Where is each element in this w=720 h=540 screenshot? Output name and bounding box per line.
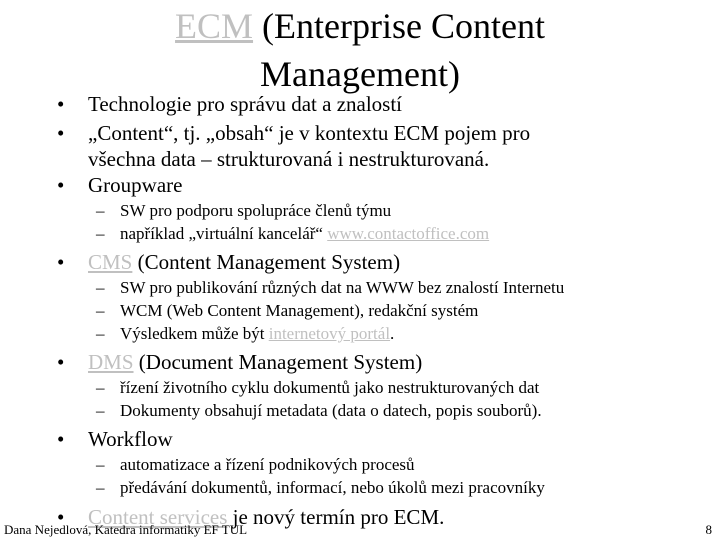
sub-bullet-text: SW pro publikování různých dat na WWW bez znalostí Internetu	[120, 278, 565, 297]
bullet-text-part: (Document Management System)	[133, 350, 423, 374]
dash-mark: –	[96, 301, 105, 320]
slide-title	[60, 2, 660, 98]
contactoffice-link[interactable]: www.contactoffice.com	[327, 224, 490, 243]
sub-bullet-item	[96, 223, 696, 245]
page-number: 8	[705, 522, 712, 537]
sub-bullet-text: řízení životního cyklu dokumentů jako nestrukturovaných dat	[120, 378, 540, 397]
sub-bullet-text-end: .	[390, 324, 395, 343]
sub-bullet-item	[96, 323, 696, 345]
ecm-link[interactable]: ECM	[175, 6, 254, 46]
bullet-mark: •	[57, 121, 65, 145]
bullet-item	[57, 172, 700, 198]
dash-mark: –	[96, 401, 105, 420]
bullet-text-part: (Content Management System)	[132, 250, 401, 274]
sub-bullet-text-part: Výsledkem může být	[120, 324, 269, 343]
dash-mark: –	[96, 278, 105, 297]
sub-bullet-text: WCM (Web Content Management), redakční systém	[120, 301, 479, 320]
sub-bullet-item	[96, 377, 696, 399]
sub-bullet-item	[96, 477, 696, 499]
bullet-text: „Content“, tj. „obsah“ je v kontextu ECM pojem pro	[88, 121, 531, 145]
sub-bullet-text: předávání dokumentů, informací, nebo úkolů mezi pracovníky	[120, 478, 545, 497]
dash-mark: –	[96, 378, 105, 397]
sub-bullet-text: SW pro podporu spolupráce členů týmu	[120, 201, 392, 220]
bullet-item	[57, 349, 700, 375]
bullet-item	[57, 91, 700, 117]
dash-mark: –	[96, 455, 105, 474]
sub-bullet-item	[96, 400, 696, 422]
internet-portal-link[interactable]: internetový portál	[268, 324, 391, 343]
bullet-text	[60, 249, 700, 275]
bullet-item	[57, 426, 700, 452]
bullet-mark: •	[57, 427, 65, 451]
sub-bullet-item	[96, 454, 696, 476]
bullet-mark: •	[57, 505, 65, 529]
title-text-line1: (Enterprise Content	[253, 6, 545, 46]
sub-bullet-item	[96, 277, 696, 299]
bullet-text: Workflow	[88, 427, 173, 451]
dms-link[interactable]: DMS	[88, 350, 134, 374]
bullet-item	[57, 120, 700, 172]
sub-bullet-text: automatizace a řízení podnikových procesů	[120, 455, 415, 474]
sub-bullet-text-part: například „virtuální kancelář“	[120, 224, 328, 243]
dash-mark: –	[96, 224, 105, 243]
bullet-text-part: je nový termín pro ECM.	[227, 505, 445, 529]
dash-mark: –	[96, 201, 105, 220]
sub-bullet-item	[96, 200, 696, 222]
dash-mark: –	[96, 324, 105, 343]
sub-bullet-text	[96, 223, 696, 245]
bullet-text-continued: všechna data – strukturovaná i nestrukturovaná.	[88, 147, 490, 171]
bullet-text: Technologie pro správu dat a znalostí	[88, 92, 403, 116]
bullet-mark: •	[57, 250, 65, 274]
content-services-link[interactable]: Content services	[88, 505, 228, 529]
bullet-item	[57, 249, 700, 275]
bullet-text	[60, 349, 700, 375]
dash-mark: –	[96, 478, 105, 497]
title-text-line2: Management)	[260, 54, 460, 94]
cms-link[interactable]: CMS	[88, 250, 133, 274]
sub-bullet-text: Dokumenty obsahují metadata (data o datech, popis souborů).	[120, 401, 542, 420]
bullet-text: Groupware	[88, 173, 183, 197]
footer-author: Dana Nejedlová, Katedra informatiky EF TUL	[4, 522, 248, 537]
sub-bullet-item	[96, 300, 696, 322]
bullet-mark: •	[57, 173, 65, 197]
bullet-mark: •	[57, 92, 65, 116]
bullet-mark: •	[57, 350, 65, 374]
sub-bullet-text	[96, 323, 696, 345]
